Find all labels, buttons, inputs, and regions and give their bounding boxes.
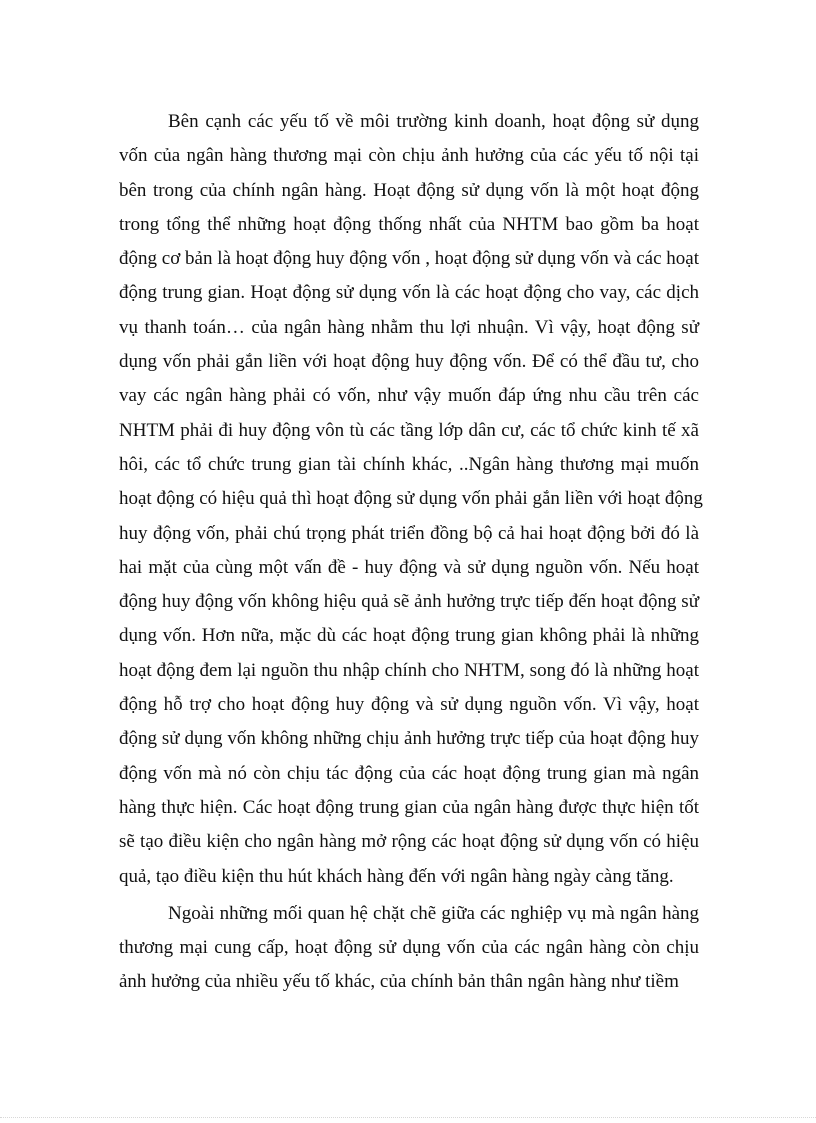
text-line: quả, tạo điều kiện thu hút khách hàng đến với ngân hàng ngày càng tăng. — [119, 865, 674, 887]
text-line: hoạt động đem lại nguồn thu nhập chính cho NHTM, song đó là những hoạt — [119, 659, 699, 681]
paragraph-2 — [119, 897, 699, 1000]
text-line: Ngoài những mối quan hệ chặt chẽ giữa các nghiệp vụ mà ngân hàng — [168, 902, 699, 924]
text-line: hàng thực hiện. Các hoạt động trung gian của ngân hàng được thực hiện tốt — [119, 796, 699, 818]
text-line: sẽ tạo điều kiện cho ngân hàng mở rộng các hoạt động sử dụng vốn có hiệu — [119, 831, 699, 853]
text-line: Bên cạnh các yếu tố về môi trường kinh doanh, hoạt động sử dụng — [168, 111, 699, 132]
text-line: hoạt động có hiệu quả thì hoạt động sử dụng vốn phải gắn liền với hoạt động — [119, 488, 703, 510]
text-line: vốn của ngân hàng thương mại còn chịu ảnh hưởng của các yếu tố nội tại — [119, 145, 699, 167]
text-line: dụng vốn. Hơn nữa, mặc dù các hoạt động trung gian không phải là những — [119, 625, 699, 647]
page-bottom-edge — [0, 1117, 816, 1118]
text-line: vụ thanh toán… của ngân hàng nhằm thu lợi nhuận. Vì vậy, hoạt động sử — [119, 316, 699, 338]
text-line: hai mặt của cùng một vấn đề - huy động và sử dụng nguồn vốn. Nếu hoạt — [119, 556, 699, 578]
text-line: trong tổng thể những hoạt động thống nhất của NHTM bao gồm ba hoạt — [119, 213, 699, 235]
text-line: ảnh hưởng của nhiều yếu tố khác, của chính bản thân ngân hàng như tiềm — [119, 971, 679, 993]
text-line: động sử dụng vốn không những chịu ảnh hưởng trực tiếp của hoạt động huy — [119, 728, 699, 750]
document-body — [119, 105, 703, 1000]
text-line: dụng vốn phải gắn liền với hoạt động huy động vốn. Để có thể đầu tư, cho — [119, 351, 699, 373]
text-line: động huy động vốn không hiệu quả sẽ ảnh hưởng trực tiếp đến hoạt động sử — [119, 591, 699, 613]
text-line: động vốn mà nó còn chịu tác động của các hoạt động trung gian mà ngân — [119, 762, 699, 784]
text-line: huy động vốn, phải chú trọng phát triển đồng bộ cả hai hoạt động bởi đó là — [119, 522, 699, 544]
text-line: NHTM phải đi huy động vôn tù các tầng lớp dân cư, các tổ chức kinh tế xã — [119, 419, 699, 441]
text-line: động trung gian. Hoạt động sử dụng vốn là các hoạt động cho vay, các dịch — [119, 282, 699, 304]
text-line: hôi, các tổ chức trung gian tài chính khác, ..Ngân hàng thương mại muốn — [119, 453, 699, 475]
text-line: bên trong của chính ngân hàng. Hoạt động sử dụng vốn là một hoạt động — [119, 179, 699, 201]
text-line: vay các ngân hàng phải có vốn, như vậy muốn đáp ứng nhu cầu trên các — [119, 385, 699, 407]
text-line: thương mại cung cấp, hoạt động sử dụng vốn của các ngân hàng còn chịu — [119, 937, 699, 959]
text-line: động hỗ trợ cho hoạt động huy động và sử dụng nguồn vốn. Vì vậy, hoạt — [119, 694, 699, 716]
text-line: động cơ bản là hoạt động huy động vốn , hoạt động sử dụng vốn và các hoạt — [119, 248, 699, 270]
paragraph-1 — [119, 105, 703, 894]
